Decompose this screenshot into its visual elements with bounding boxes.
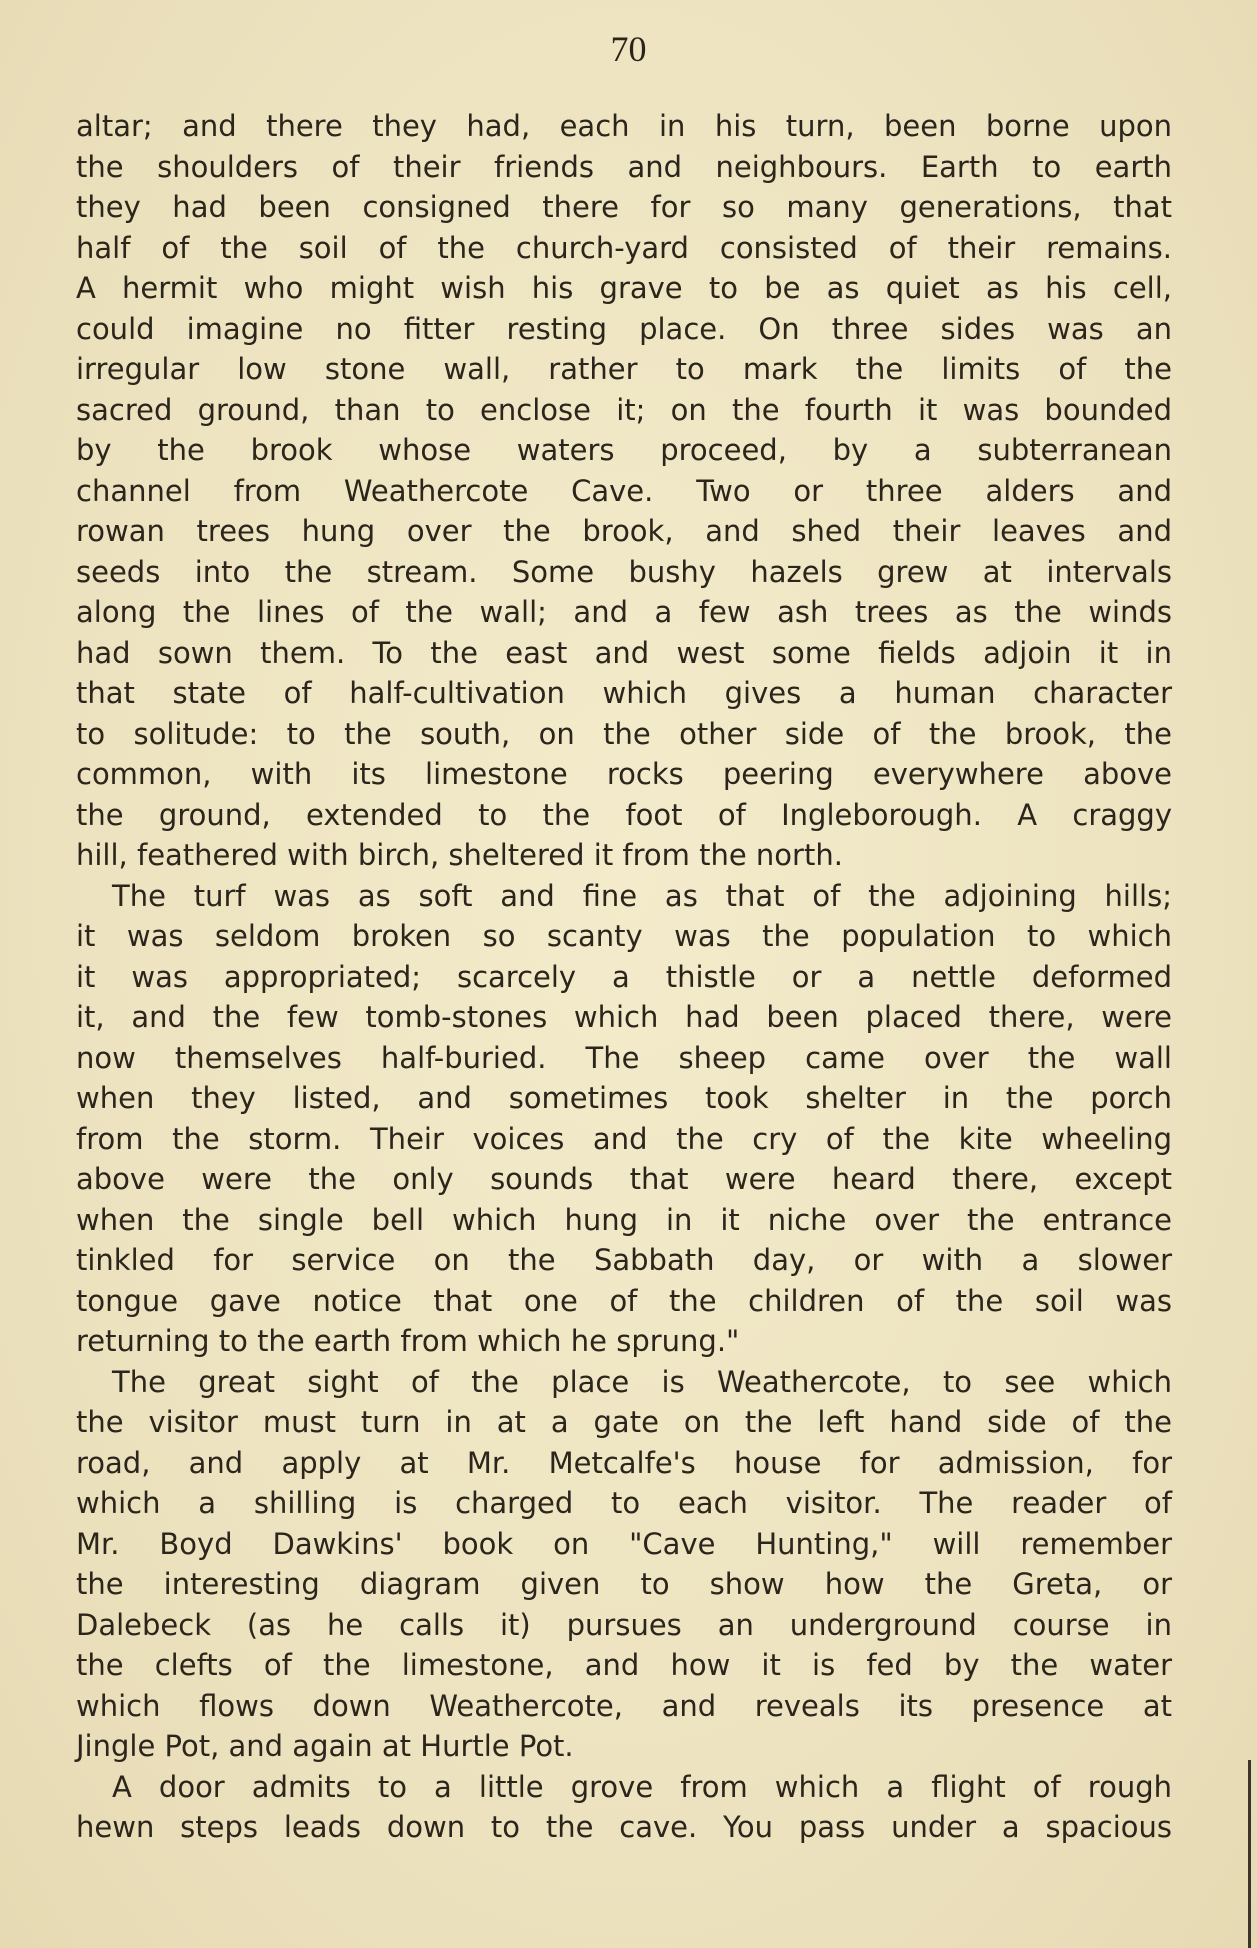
text-line: had sown them. To the east and west some fields adjoin it in [76, 635, 1172, 670]
text-line: A door admits to a little grove from which a flight of rough [112, 1769, 1172, 1804]
text-line: when the single bell which hung in it niche over the entrance [76, 1202, 1172, 1237]
paragraph [76, 1362, 1172, 1767]
text-line: channel from Weathercote Cave. Two or three alders and [76, 473, 1172, 508]
text-line: it was seldom broken so scanty was the population to which [76, 919, 1172, 953]
text-line: seeds into the stream. Some bushy hazels grew at intervals [76, 554, 1172, 589]
text-line: the shoulders of their friends and neighbours. Earth to earth [76, 149, 1172, 184]
paragraph [76, 106, 1172, 876]
text-line: above were the only sounds that were heard there, except [76, 1162, 1172, 1196]
page-number: 70 [610, 29, 647, 69]
text-line: hewn steps leads down to the cave. You pass under a spacious [76, 1810, 1172, 1844]
text-line: now themselves half-buried. The sheep came over the wall [76, 1040, 1172, 1075]
text-line: that state of half-cultivation which gives a human character [76, 676, 1172, 710]
text-line: the clefts of the limestone, and how it is fed by the water [76, 1648, 1172, 1682]
text-line: it was appropriated; scarcely a thistle or a nettle deformed [76, 959, 1172, 994]
body-text [76, 106, 1172, 1848]
text-line: from the storm. Their voices and the cry of the kite wheeling [76, 1121, 1172, 1156]
page-edge-shadow [1248, 1760, 1251, 1948]
text-line: the visitor must turn in at a gate on the left hand side of the [76, 1405, 1172, 1439]
text-line: Dalebeck (as he calls it) pursues an underground course in [76, 1607, 1172, 1642]
text-line: The great sight of the place is Weathercote, to see which [112, 1364, 1172, 1399]
text-line: half of the soil of the church-yard consisted of their remains. [76, 230, 1172, 265]
text-line: common, with its limestone rocks peering everywhere above [76, 757, 1172, 791]
text-line: when they listed, and sometimes took shelter in the porch [76, 1081, 1172, 1115]
text-line: which flows down Weathercote, and reveals its presence at [76, 1688, 1172, 1723]
text-line: Mr. Boyd Dawkins' book on "Cave Hunting," will remember [76, 1526, 1172, 1561]
text-line: by the brook whose waters proceed, by a subterranean [76, 433, 1172, 467]
text-line: A hermit who might wish his grave to be as quiet as his cell, [76, 271, 1172, 305]
text-line: sacred ground, than to enclose it; on the fourth it was bounded [76, 392, 1172, 427]
text-line: rowan trees hung over the brook, and shed their leaves and [76, 514, 1172, 548]
text-line: it, and the few tomb-stones which had been placed there, were [76, 1000, 1172, 1034]
text-line: hill, feathered with birch, sheltered it from the north. [76, 838, 843, 872]
text-line: irregular low stone wall, rather to mark the limits of the [76, 352, 1172, 386]
paragraph [76, 1767, 1172, 1848]
text-line: to solitude: to the south, on the other side of the brook, the [76, 716, 1172, 751]
paragraph [76, 876, 1172, 1362]
text-line: could imagine no fitter resting place. On three sides was an [76, 311, 1172, 346]
text-line: returning to the earth from which he sprung." [76, 1324, 740, 1358]
text-line: altar; and there they had, each in his turn, been borne upon [76, 109, 1172, 143]
text-line: they had been consigned there for so many generations, that [76, 190, 1172, 224]
text-line: Jingle Pot, and again at Hurtle Pot. [76, 1729, 574, 1763]
text-line: the interesting diagram given to show how the Greta, or [76, 1567, 1172, 1601]
text-line: the ground, extended to the foot of Ingleborough. A craggy [76, 797, 1172, 832]
text-line: which a shilling is charged to each visitor. The reader of [76, 1486, 1172, 1520]
text-line: along the lines of the wall; and a few ash trees as the winds [76, 595, 1172, 629]
text-line: road, and apply at Mr. Metcalfe's house for admission, for [76, 1445, 1172, 1480]
text-line: The turf was as soft and fine as that of the adjoining hills; [112, 878, 1172, 913]
text-line: tinkled for service on the Sabbath day, or with a slower [76, 1243, 1172, 1277]
text-line: tongue gave notice that one of the children of the soil was [76, 1283, 1172, 1318]
